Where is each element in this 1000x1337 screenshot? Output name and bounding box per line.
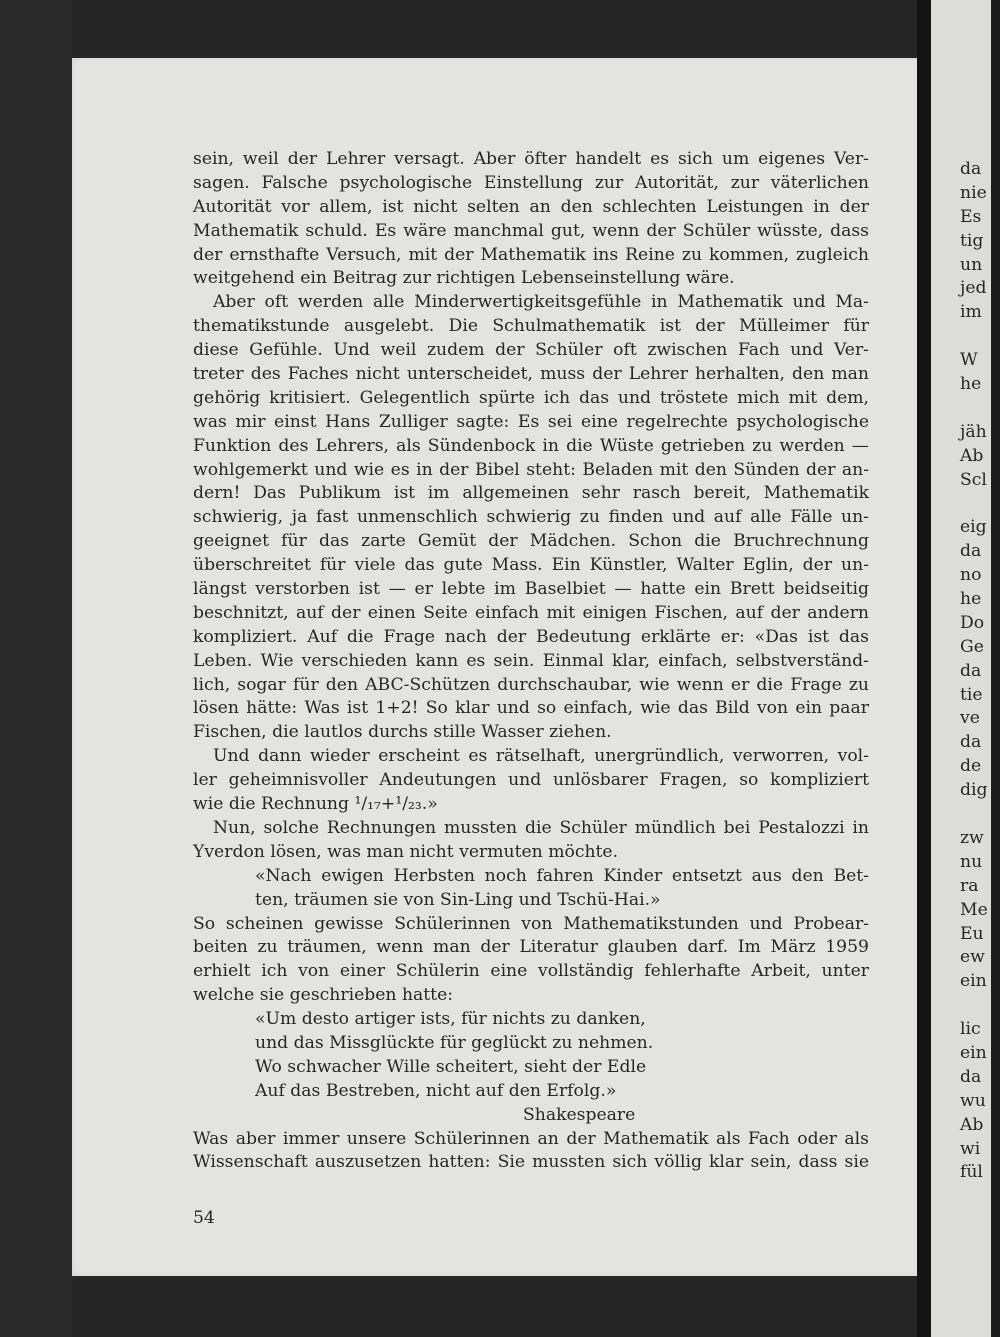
next-page-fragment: zw xyxy=(960,827,984,848)
text-line: Mathematik schuld. Es wäre manchmal gut, wenn der Schüler wüsste, dass xyxy=(193,220,869,241)
next-page-fragment: ein xyxy=(960,971,987,992)
next-page-fragment: da xyxy=(960,1066,982,1087)
text-line: Funktion des Lehrers, als Sündenbock in die Wüste getrieben zu werden — xyxy=(193,435,869,456)
text-line: beschnitzt, auf der einen Seite einfach mit einigen Fischen, auf der andern xyxy=(193,602,869,623)
text-line: wie die Rechnung ¹/₁₇+¹/₂₃.» xyxy=(193,794,438,815)
text-line: Und dann wieder erscheint es rätselhaft, unergründlich, verworren, vol- xyxy=(213,746,869,767)
text-line: längst verstorben ist — er lebte im Baselbiet — hatte ein Brett beidseitig xyxy=(193,579,869,600)
paragraph-2 xyxy=(193,291,869,745)
text-line: lösen hätte: Was ist 1+2! So klar und so einfach, wie das Bild von ein paar xyxy=(193,698,869,719)
paragraph-3 xyxy=(193,745,869,817)
next-page-fragment: tig xyxy=(960,230,984,251)
poem-author: Shakespeare xyxy=(523,1104,636,1125)
next-page-fragment: tie xyxy=(960,684,983,705)
paragraph-6 xyxy=(193,1128,869,1176)
background-left xyxy=(0,0,72,1337)
next-page-fragment: da xyxy=(960,541,982,562)
text-line: beiten zu träumen, wenn man der Literatur glauben darf. Im März 1959 xyxy=(193,937,869,958)
background-right xyxy=(991,0,1000,1337)
next-page-fragment: Do xyxy=(960,612,985,633)
text-line: Aber oft werden alle Minderwertigkeitsgefühle in Mathematik und Ma- xyxy=(213,292,869,313)
text-line: überschreitet für viele das gute Mass. Ein Künstler, Walter Eglin, der un- xyxy=(193,555,869,576)
next-page-fragment: dig xyxy=(960,780,988,801)
next-page-fragment: W xyxy=(960,350,978,371)
text-line: gehörig kritisiert. Gelegentlich spürte ich das und tröstete mich mit dem, xyxy=(193,387,869,408)
text-line: geeignet für das zarte Gemüt der Mädchen. Schon die Bruchrechnung xyxy=(193,531,869,552)
text-line: dern! Das Publikum ist im allgemeinen sehr rasch bereit, Mathematik xyxy=(193,483,869,504)
text-line: was mir einst Hans Zulliger sagte: Es sei eine regelrechte psychologische xyxy=(193,411,869,432)
next-page-fragment: fül xyxy=(960,1162,983,1183)
next-page-fragment: Scl xyxy=(960,469,987,490)
poem-line: und das Missglückte für geglückt zu nehmen. xyxy=(255,1032,654,1053)
text-line: Fischen, die lautlos durchs stille Wasser ziehen. xyxy=(193,722,612,743)
text-line: Autorität vor allem, ist nicht selten an den schlechten Leistungen in der xyxy=(193,196,869,217)
next-page-fragment: nu xyxy=(960,851,983,872)
paragraph-1 xyxy=(193,148,869,291)
next-page-fragment: wi xyxy=(960,1138,981,1159)
text-line: treter des Faches nicht unterscheidet, muss der Lehrer herhalten, den man xyxy=(193,364,869,385)
text-line: kompliziert. Auf die Frage nach der Bedeutung erklärte er: «Das ist das xyxy=(193,626,869,647)
next-page-fragment: da xyxy=(960,732,982,753)
next-page-fragment: jed xyxy=(960,278,987,299)
text-line: lich, sogar für den ABC-Schützen durchschaubar, wie wenn er die Frage zu xyxy=(193,674,869,695)
text-line: schwierig, ja fast unmenschlich schwierig zu finden und auf alle Fälle un- xyxy=(193,507,869,528)
next-page-fragment: Ab xyxy=(960,445,984,466)
text-line: sein, weil der Lehrer versagt. Aber öfter handelt es sich um eigenes Ver- xyxy=(193,149,869,169)
text-line: ler geheimnisvoller Andeutungen und unlösbarer Fragen, so kompliziert xyxy=(193,770,869,791)
quote-line: «Nach ewigen Herbsten noch fahren Kinder entsetzt aus den Bet- xyxy=(255,865,869,886)
next-page-fragment: wu xyxy=(960,1090,986,1111)
next-page-fragment: ew xyxy=(960,947,985,968)
next-page-fragment: Es xyxy=(960,206,982,227)
next-page-fragment: un xyxy=(960,254,983,275)
text-line: weitgehend ein Beitrag zur richtigen Lebenseinstellung wäre. xyxy=(193,268,735,289)
next-page-fragment: ra xyxy=(960,875,979,896)
paragraph-5 xyxy=(193,913,869,1009)
next-page-fragment: nie xyxy=(960,182,987,203)
next-page-fragment: jäh xyxy=(960,421,987,442)
text-line: Nun, solche Rechnungen mussten die Schüler mündlich bei Pestalozzi in xyxy=(213,817,869,838)
next-page-fragment: he xyxy=(960,374,982,395)
next-page-fragment: ve xyxy=(960,708,980,729)
block-quote xyxy=(193,865,869,913)
next-page-fragment: lic xyxy=(960,1019,981,1040)
text-line: diese Gefühle. Und weil zudem der Schüler oft zwischen Fach und Ver- xyxy=(193,340,869,361)
next-page-fragment: Ab xyxy=(960,1114,984,1135)
quote-line: ten, träumen sie von Sin-Ling und Tschü-Hai.» xyxy=(255,889,661,910)
page-number: 54 xyxy=(193,1208,215,1228)
text-line: sagen. Falsche psychologische Einstellung zur Autorität, zur väterlichen xyxy=(193,172,869,193)
text-line: Was aber immer unsere Schülerinnen an der Mathematik als Fach oder als xyxy=(193,1128,869,1149)
poem-quote xyxy=(193,1008,869,1127)
paragraph-4 xyxy=(193,817,869,865)
text-line: So scheinen gewisse Schülerinnen von Mathematikstunden und Probear- xyxy=(193,913,869,934)
next-page-fragment: no xyxy=(960,565,982,586)
poem-line: «Um desto artiger ists, für nichts zu danken, xyxy=(255,1009,646,1030)
text-line: thematikstunde ausgelebt. Die Schulmathematik ist der Mülleimer für xyxy=(193,316,869,337)
text-line: Yverdon lösen, was man nicht vermuten möchte. xyxy=(193,841,619,862)
next-page-fragment: Ge xyxy=(960,636,984,657)
poem-line: Auf das Bestreben, nicht auf den Erfolg.» xyxy=(255,1080,617,1101)
next-page-fragment: de xyxy=(960,756,982,777)
next-page-fragment: da xyxy=(960,159,982,179)
next-page-fragment: ein xyxy=(960,1042,987,1063)
text-line: welche sie geschrieben hatte: xyxy=(193,985,454,1006)
text-line: erhielt ich von einer Schülerin eine vollständig fehlerhafte Arbeit, unter xyxy=(193,961,869,982)
page-body xyxy=(193,148,869,1175)
next-page-fragment: da xyxy=(960,660,982,681)
next-page-fragment: Me xyxy=(960,899,988,920)
text-line: der ernsthafte Versuch, mit der Mathematik ins Reine zu kommen, zugleich xyxy=(193,244,869,265)
text-line: wohlgemerkt und wie es in der Bibel steht: Beladen mit den Sünden der an- xyxy=(193,459,869,480)
next-page-fragment: Eu xyxy=(960,923,984,944)
next-page-fragment: he xyxy=(960,589,982,610)
poem-line: Wo schwacher Wille scheitert, sieht der Edle xyxy=(255,1056,647,1077)
text-line: Leben. Wie verschieden kann es sein. Einmal klar, einfach, selbstverständ- xyxy=(193,650,869,671)
next-page-fragment: im xyxy=(960,302,982,323)
text-line: Wissenschaft auszusetzen hatten: Sie mussten sich völlig klar sein, dass sie xyxy=(193,1152,869,1173)
book-gutter xyxy=(917,0,931,1337)
next-page-fragment: eig xyxy=(960,517,987,538)
